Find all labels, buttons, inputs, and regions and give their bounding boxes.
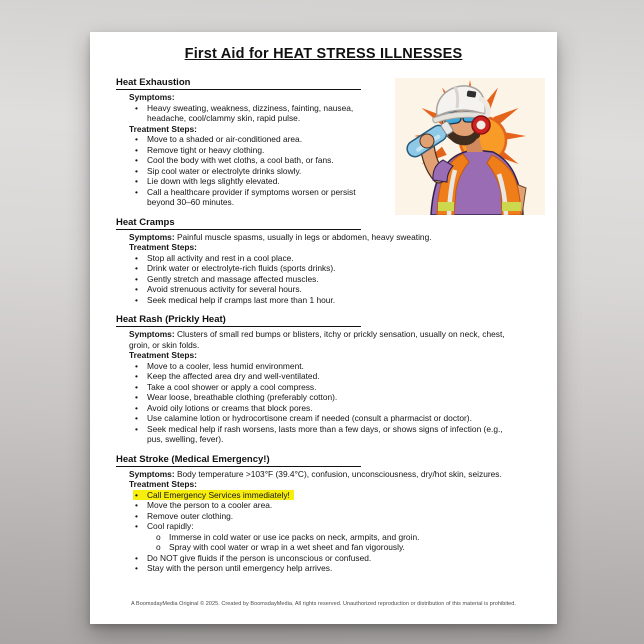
bullet-item <box>135 155 376 166</box>
bullet-text: Seek medical help if rash worsens, lasts more than a few days, or shows signs of infection (e.g., pus, swelling, fever). <box>147 423 503 444</box>
treatment-label: Treatment Steps: <box>129 350 197 360</box>
symptoms-text: Body temperature >103°F (39.4°C), confusion, unconsciousness, dry/hot skin, seizures. <box>176 468 502 479</box>
bullet-text: Heavy sweating, weakness, dizziness, fainting, nausea, headache, cool/clammy skin, rapid pulse. <box>147 102 354 123</box>
symptoms-label: Symptoms: <box>129 468 175 479</box>
symptoms-label: Symptoms: <box>129 92 175 102</box>
bullet-marker: • <box>135 165 138 176</box>
symptoms-label: Symptoms: <box>129 231 175 242</box>
bullet-text: Immerse in cold water or use ice packs on neck, armpits, and groin. <box>169 531 420 542</box>
symptoms-line <box>129 469 516 480</box>
treatment-label: Treatment Steps: <box>129 479 197 489</box>
bullet-item <box>135 253 516 264</box>
bullet-marker: • <box>135 284 138 294</box>
bullet-marker: • <box>135 144 138 155</box>
bullet-item <box>135 166 376 177</box>
bullet-item <box>133 490 294 501</box>
bullet-item <box>135 295 516 306</box>
bullet-marker: • <box>135 563 138 573</box>
bullet-text: Remove outer clothing. <box>147 510 234 521</box>
bullet-text: Lie down with legs slightly elevated. <box>147 176 280 186</box>
bullet-item <box>135 371 516 382</box>
bullet-text: Move to a shaded or air-conditioned area. <box>147 134 303 144</box>
treatment-line <box>129 242 516 253</box>
bullet-item <box>135 511 516 522</box>
bullet-marker: o <box>156 531 161 542</box>
section-heading: Heat Stroke (Medical Emergency!) <box>116 454 361 467</box>
bullet-item <box>135 403 516 414</box>
bullet-item <box>135 274 516 285</box>
bullet-item <box>135 424 516 445</box>
bullet-item <box>135 413 516 424</box>
bullet-item <box>135 361 516 372</box>
section-heat-rash-prickly-heat <box>116 314 516 445</box>
bullet-marker: • <box>135 423 138 434</box>
bullet-item <box>135 187 376 208</box>
bullet-text: Move the person to a cooler area. <box>147 500 273 510</box>
bullet-item <box>135 284 516 295</box>
bullet-text: Use calamine lotion or hydrocortisone cream if needed (consult a pharmacist or doctor). <box>147 413 472 423</box>
bullet-text: Stay with the person until emergency help arrives. <box>147 563 333 573</box>
section-heat-cramps <box>116 217 516 306</box>
poster-title: First Aid for HEAT STRESS ILLNESSES <box>184 46 463 62</box>
bullet-text: Stop all activity and rest in a cool place. <box>147 252 294 263</box>
bullet-text: Take a cool shower or apply a cool compress. <box>147 381 317 392</box>
bullet-text: Avoid oily lotions or creams that block pores. <box>147 402 313 413</box>
bullet-marker: • <box>135 381 138 392</box>
symptoms-line <box>129 232 516 243</box>
bullet-text: Spray with cool water or wrap in a wet sheet and fan vigorously. <box>169 542 405 552</box>
symptoms-text: Painful muscle spasms, usually in legs or abdomen, heavy sweating. <box>176 231 432 242</box>
bullet-text: Cool rapidly: <box>147 521 194 531</box>
bullet-marker: • <box>135 252 138 263</box>
bullet-marker: • <box>135 263 138 273</box>
bullet-marker: o <box>156 542 161 552</box>
section-heading: Heat Cramps <box>116 217 361 230</box>
treatment-line <box>129 124 376 135</box>
bullet-item <box>135 176 376 187</box>
bullet-item <box>156 532 516 543</box>
bullet-item <box>135 500 516 511</box>
bullet-text: Cool the body with wet cloths, a cool bath, or fans. <box>147 155 334 165</box>
section-heading: Heat Rash (Prickly Heat) <box>116 314 361 327</box>
section-heat-exhaustion <box>116 77 376 208</box>
bullet-text: Seek medical help if cramps last more than 1 hour. <box>147 294 336 305</box>
bullet-marker: • <box>135 500 138 510</box>
bullet-marker: • <box>135 489 138 500</box>
symptoms-line <box>129 329 516 350</box>
bullet-marker: • <box>135 186 138 197</box>
poster-page <box>90 32 557 624</box>
treatment-label: Treatment Steps: <box>129 242 197 252</box>
bullet-marker: • <box>135 392 138 402</box>
bullet-marker: • <box>135 273 138 284</box>
bullet-text: Call a healthcare provider if symptoms worsen or persist beyond 30–60 minutes. <box>147 186 356 207</box>
bullet-item <box>135 553 516 564</box>
section-heading: Heat Exhaustion <box>116 77 361 90</box>
symptoms-line <box>129 92 376 103</box>
bullet-marker: • <box>135 371 138 381</box>
bullet-marker: • <box>135 102 138 113</box>
treatment-line <box>129 479 516 490</box>
sections <box>116 77 516 583</box>
bullet-text: Drink water or electrolyte-rich fluids (sports drinks). <box>147 263 336 273</box>
bullet-marker: • <box>135 521 138 531</box>
bullet-item <box>135 134 376 145</box>
bullet-text: Move to a cooler, less humid environment. <box>147 360 304 371</box>
bullet-item <box>135 145 376 156</box>
footer-text: A BoomsdayMedia Original © 2025. Created by BoomsdayMedia. All rights reserved. Unauthorized reproduction or distribution of this material is prohibited. <box>131 601 516 607</box>
bullet-item <box>135 392 516 403</box>
section-heat-stroke-medical-emergency <box>116 454 516 574</box>
bullet-text: Gently stretch and massage affected muscles. <box>147 273 319 284</box>
bullet-marker: • <box>135 176 138 186</box>
bullet-item <box>135 563 516 574</box>
bullet-item <box>135 263 516 274</box>
bullet-marker: • <box>135 134 138 144</box>
symptoms-text: Clusters of small red bumps or blisters, itchy or prickly sensation, usually on neck, chest, groin, or skin folds. <box>129 329 505 350</box>
bullet-text: Do NOT give fluids if the person is unconscious or confused. <box>147 552 372 563</box>
bullet-item <box>156 542 516 553</box>
bullet-text: Avoid strenuous activity for several hours. <box>147 284 302 294</box>
bullet-item <box>135 103 376 124</box>
bullet-marker: • <box>135 552 138 563</box>
bullet-text: Call Emergency Services immediately! <box>147 489 290 500</box>
treatment-label: Treatment Steps: <box>129 123 197 134</box>
bullet-item <box>135 382 516 393</box>
bullet-text: Remove tight or heavy clothing. <box>147 144 265 155</box>
bullet-marker: • <box>135 402 138 413</box>
bullet-text: Keep the affected area dry and well-ventilated. <box>147 371 320 381</box>
symptoms-label: Symptoms: <box>129 329 175 339</box>
bullet-text: Sip cool water or electrolyte drinks slowly. <box>147 165 302 176</box>
bullet-marker: • <box>135 510 138 521</box>
bullet-marker: • <box>135 155 138 165</box>
bullet-marker: • <box>135 294 138 305</box>
bullet-item <box>135 521 516 532</box>
bullet-marker: • <box>135 413 138 423</box>
bullet-text: Wear loose, breathable clothing (preferably cotton). <box>147 392 338 402</box>
bullet-marker: • <box>135 360 138 371</box>
treatment-line <box>129 350 516 361</box>
